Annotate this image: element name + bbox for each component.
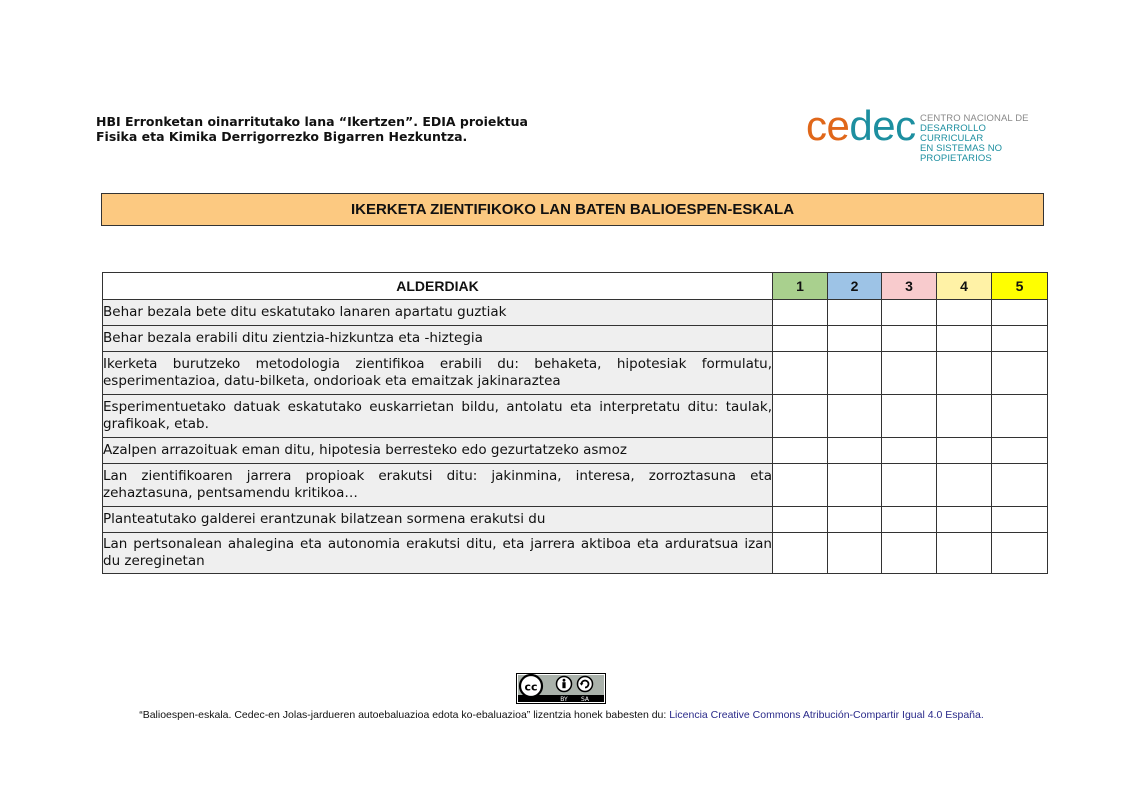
page-title: IKERKETA ZIENTIFIKOKO LAN BATEN BALIOESPEN-ESKALA (101, 193, 1044, 226)
aspect-cell: Esperimentuetako datuak eskatutako euskarrietan bildu, antolatu eta interpretatu ditu: taulak, grafikoak, etab. (103, 395, 773, 438)
license-text: “Balioespen-eskala. Cedec-en Jolas-jardueren autoebaluazioa edota ko-ebaluazioa” lizentzia honek babesten du: (139, 709, 670, 721)
score-cell-4[interactable] (937, 507, 992, 533)
score-cell-5[interactable] (992, 352, 1048, 395)
score-cell-1[interactable] (773, 326, 828, 352)
score-cell-5[interactable] (992, 300, 1048, 326)
score-cell-3[interactable] (882, 507, 937, 533)
score-cell-2[interactable] (828, 533, 882, 574)
score-cell-4[interactable] (937, 464, 992, 507)
table-row (103, 507, 1048, 533)
score-cell-4[interactable] (937, 300, 992, 326)
aspect-cell: Azalpen arrazoituak eman ditu, hipotesia berresteko edo gezurtatzeko asmoz (103, 438, 773, 464)
cedec-logo (806, 102, 1051, 164)
table-row (103, 395, 1048, 438)
license-footer (0, 709, 1123, 721)
score-cell-2[interactable] (828, 395, 882, 438)
logo-word-part-1: ce (806, 102, 850, 149)
score-cell-5[interactable] (992, 464, 1048, 507)
cedec-logo-subtitle (920, 114, 1051, 164)
logo-sub-line-2: DESARROLLO CURRICULAR (920, 123, 986, 144)
aspects-column-header: ALDERDIAK (103, 273, 773, 300)
badge-by-label: BY (560, 696, 568, 704)
score-cell-3[interactable] (882, 352, 937, 395)
score-cell-5[interactable] (992, 533, 1048, 574)
score-cell-4[interactable] (937, 533, 992, 574)
score-cell-4[interactable] (937, 395, 992, 438)
score-cell-2[interactable] (828, 507, 882, 533)
score-cell-3[interactable] (882, 300, 937, 326)
rubric-table (102, 272, 1048, 574)
table-row (103, 464, 1048, 507)
table-row (103, 533, 1048, 574)
table-row (103, 438, 1048, 464)
score-cell-5[interactable] (992, 326, 1048, 352)
table-row (103, 352, 1048, 395)
sa-share-alike-icon (578, 677, 593, 692)
score-header-5: 5 (992, 273, 1048, 300)
score-cell-3[interactable] (882, 326, 937, 352)
score-cell-3[interactable] (882, 438, 937, 464)
aspect-cell: Lan pertsonalean ahalegina eta autonomia erakutsi ditu, eta jarrera aktiboa eta arduratsua izan du zereginetan (103, 533, 773, 574)
logo-sub-line-3: EN SISTEMAS NO PROPIETARIOS (920, 143, 1003, 164)
score-cell-1[interactable] (773, 352, 828, 395)
aspect-cell: Behar bezala erabili ditu zientzia-hizkuntza eta -hiztegia (103, 326, 773, 352)
score-cell-1[interactable] (773, 438, 828, 464)
score-header-1: 1 (773, 273, 828, 300)
score-cell-5[interactable] (992, 507, 1048, 533)
by-attribution-icon (557, 677, 572, 692)
score-cell-4[interactable] (937, 352, 992, 395)
score-cell-2[interactable] (828, 300, 882, 326)
score-cell-5[interactable] (992, 395, 1048, 438)
score-cell-3[interactable] (882, 395, 937, 438)
document-header (96, 114, 528, 144)
score-cell-3[interactable] (882, 533, 937, 574)
score-header-2: 2 (828, 273, 882, 300)
badge-sa-label: SA (580, 696, 590, 704)
svg-text:cc: cc (524, 680, 538, 694)
logo-word-part-2: dec (849, 102, 916, 149)
score-cell-3[interactable] (882, 464, 937, 507)
score-cell-2[interactable] (828, 438, 882, 464)
aspect-cell: Lan zientifikoaren jarrera propioak erakutsi ditu: jakinmina, interesa, zorroztasuna eta zehaztasuna, pentsamendu kritikoa… (103, 464, 773, 507)
creative-commons-badge (516, 673, 606, 704)
score-cell-4[interactable] (937, 326, 992, 352)
score-header-4: 4 (937, 273, 992, 300)
score-cell-1[interactable] (773, 395, 828, 438)
table-header-row (103, 273, 1048, 300)
score-cell-1[interactable] (773, 507, 828, 533)
score-cell-4[interactable] (937, 438, 992, 464)
score-cell-5[interactable] (992, 438, 1048, 464)
score-cell-1[interactable] (773, 533, 828, 574)
cedec-logo-word (806, 102, 916, 150)
table-row (103, 300, 1048, 326)
score-cell-1[interactable] (773, 464, 828, 507)
cc-icon (520, 675, 542, 697)
license-link[interactable]: Licencia Creative Commons Atribución-Compartir Igual 4.0 España. (669, 709, 984, 721)
aspect-cell: Planteatutako galderei erantzunak bilatzean sormena erakutsi du (103, 507, 773, 533)
header-line-2: Fisika eta Kimika Derrigorrezko Bigarren Hezkuntza. (96, 129, 468, 144)
score-cell-2[interactable] (828, 352, 882, 395)
aspect-cell: Behar bezala bete ditu eskatutako lanaren apartatu guztiak (103, 300, 773, 326)
aspect-cell: Ikerketa burutzeko metodologia zientifikoa erabili du: behaketa, hipotesiak formulatu, esperimentazioa, datu-bilketa, ondorioak eta emaitzak jakinaraztea (103, 352, 773, 395)
score-cell-1[interactable] (773, 300, 828, 326)
table-row (103, 326, 1048, 352)
score-header-3: 3 (882, 273, 937, 300)
score-cell-2[interactable] (828, 464, 882, 507)
header-line-1: HBI Erronketan oinarritutako lana “Ikertzen”. EDIA proiektua (96, 114, 528, 129)
score-cell-2[interactable] (828, 326, 882, 352)
logo-sub-line-1: CENTRO NACIONAL DE (920, 113, 1029, 124)
